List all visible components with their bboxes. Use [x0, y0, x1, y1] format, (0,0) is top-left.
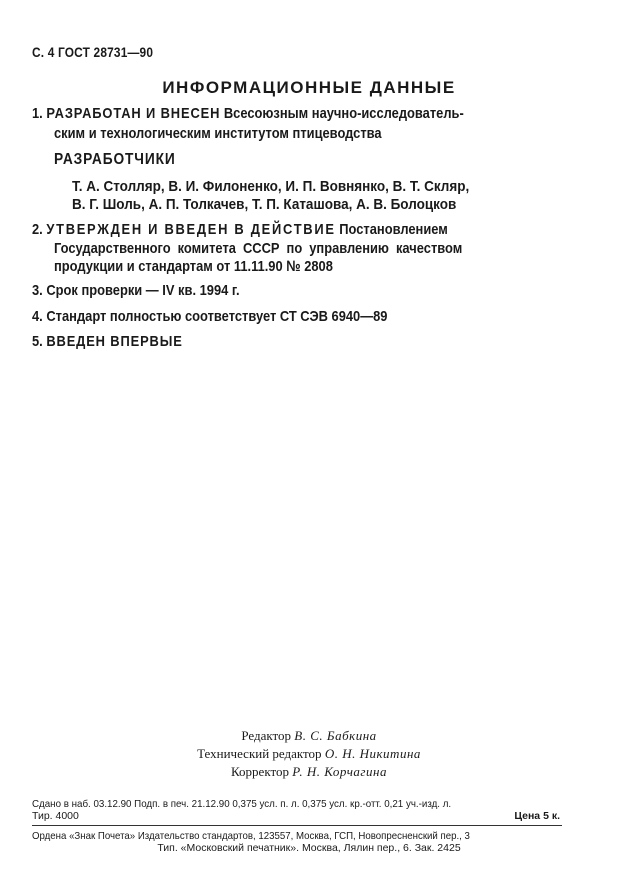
credit-role: Технический редактор	[197, 746, 322, 761]
credit-editor	[0, 728, 618, 744]
item-2-cont-1	[54, 240, 529, 257]
publisher-line-1	[32, 830, 508, 842]
item-4	[32, 308, 445, 325]
page-header: С. 4 ГОСТ 28731—90	[32, 44, 154, 60]
credit-tech-editor	[0, 746, 618, 762]
developers-line-2	[72, 196, 499, 213]
item-3	[32, 282, 273, 299]
imprint-text: Сдано в наб. 03.12.90 Подп. в печ. 21.12.90 0,375 усл. п. л. 0,375 усл. кр.-отт. 0,21 уч.-изд. л.	[32, 798, 452, 810]
item-text: продукции и стандартам от 11.11.90 № 2808	[54, 258, 333, 275]
item-1-cont	[54, 125, 435, 142]
imprint-circulation: Тир. 4000	[32, 810, 79, 822]
item-text: ским и технологическим институтом птицеводства	[54, 125, 382, 142]
developers-heading-text: РАЗРАБОТЧИКИ	[54, 151, 176, 168]
item-number: 5.	[32, 333, 43, 350]
item-5	[32, 333, 207, 350]
divider	[32, 825, 562, 826]
item-text: Стандарт полностью соответствует СТ СЭВ 6940—89	[46, 308, 388, 325]
item-2-cont-2	[54, 258, 378, 275]
credit-name: Р. Н. Корчагина	[292, 764, 387, 779]
publisher-line-2: Тип. «Московский печатник». Москва, Лялин пер., 6. Зак. 2425	[157, 842, 461, 854]
page-title: ИНФОРМАЦИОННЫЕ ДАННЫЕ	[162, 78, 456, 97]
item-heading: УТВЕРЖДЕН И ВВЕДЕН В ДЕЙСТВИЕ	[46, 221, 336, 238]
developers-names: В. Г. Шоль, А. П. Толкачев, Т. П. Каташова, А. В. Болоцков	[72, 196, 457, 213]
item-heading: ВВЕДЕН ВПЕРВЫЕ	[46, 333, 183, 350]
item-text: Всесоюзным научно-исследователь-	[223, 105, 464, 122]
credit-role: Редактор	[241, 728, 292, 743]
item-1	[32, 105, 534, 122]
credit-name: О. Н. Никитина	[324, 746, 421, 761]
credit-corrector	[0, 764, 618, 780]
developers-names: Т. А. Столляр, В. И. Филоненко, И. П. Вовнянко, В. Т. Скляр,	[72, 178, 470, 195]
developers-line-1	[72, 178, 513, 195]
credit-name: В. С. Бабкина	[294, 728, 377, 743]
item-number: 2.	[32, 221, 43, 238]
developers-heading	[54, 151, 195, 169]
item-number: 1.	[32, 105, 43, 122]
item-2	[32, 221, 516, 238]
item-heading: РАЗРАБОТАН И ВНЕСЕН	[46, 105, 221, 122]
item-text: Государственного комитета СССР по управлению качеством	[54, 240, 463, 257]
publisher-text: Ордена «Знак Почета» Издательство стандартов, 123557, Москва, ГСП, Новопресненский пер., 3	[32, 830, 470, 842]
item-number: 3.	[32, 282, 43, 299]
item-text: Постановлением	[339, 221, 448, 238]
imprint-line-1	[32, 798, 483, 810]
credit-role: Корректор	[231, 764, 289, 779]
item-text: Срок проверки — IV кв. 1994 г.	[46, 282, 240, 299]
imprint-price: Цена 5 к.	[514, 810, 560, 822]
item-number: 4.	[32, 308, 43, 325]
